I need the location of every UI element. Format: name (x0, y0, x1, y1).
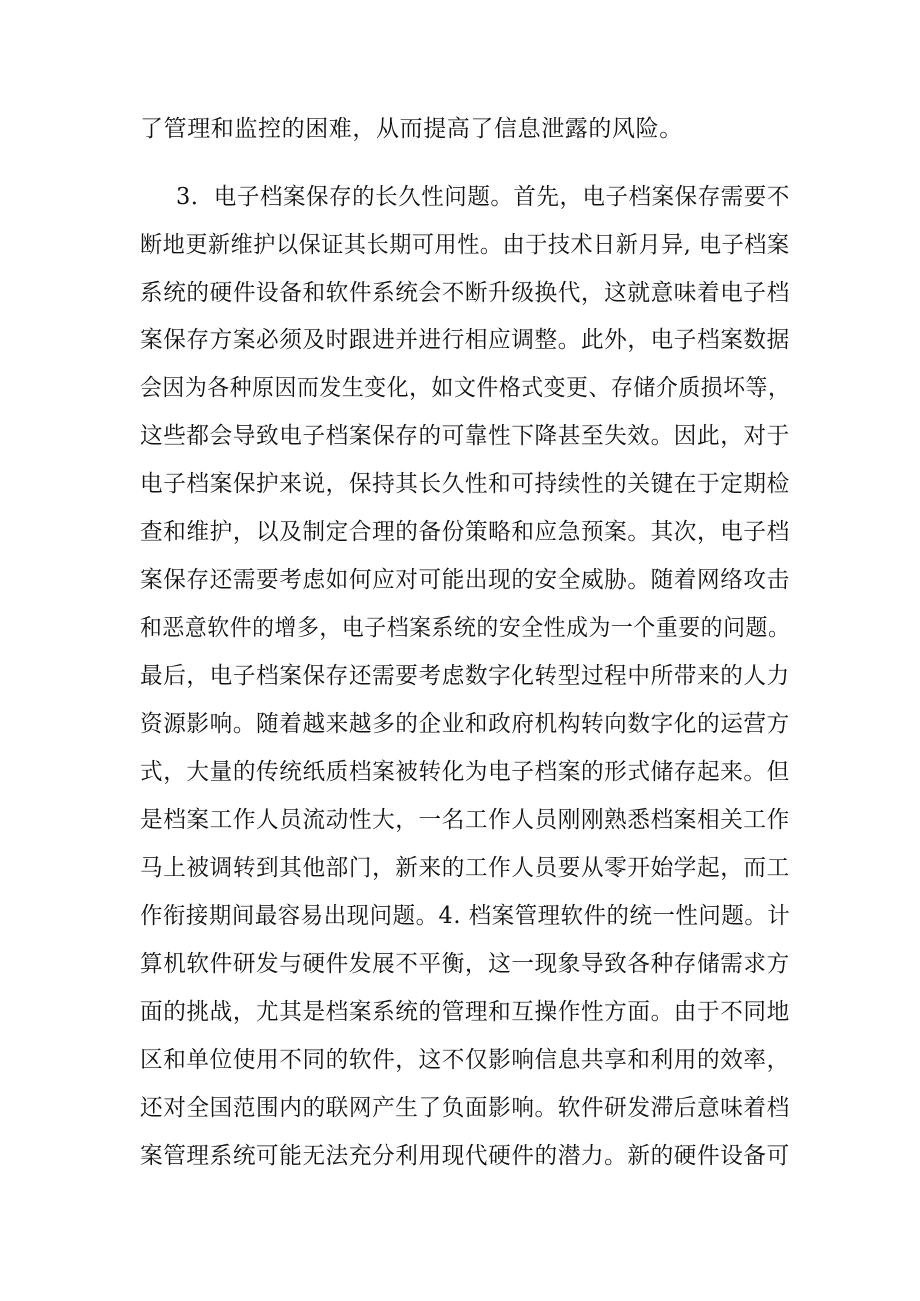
text-line: 是档案工作人员流动性大，一名工作人员刚刚熟悉档案相关工作 (140, 807, 790, 833)
text-line: 查和维护，以及制定合理的备份策略和应急预案。其次，电子档 (140, 519, 790, 545)
text-line: 面的挑战，尤其是档案系统的管理和互操作性方面。由于不同地 (140, 999, 790, 1025)
text-line: 式，大量的传统纸质档案被转化为电子档案的形式储存起来。但 (140, 759, 790, 785)
text-line: 案保存方案必须及时跟进并进行相应调整。此外，电子档案数据 (140, 327, 790, 353)
text-line: 还对全国范围内的联网产生了负面影响。软件研发滞后意味着档 (140, 1095, 790, 1121)
text-line: 3．电子档案保存的长久性问题。首先，电子档案保存需要不 (176, 184, 790, 210)
text-line: 这些都会导致电子档案保存的可靠性下降甚至失效。因此，对于 (140, 423, 790, 449)
text-line: 了管理和监控的困难，从而提高了信息泄露的风险。 (140, 116, 683, 142)
text-line: 最后，电子档案保存还需要考虑数字化转型过程中所带来的人力 (140, 663, 790, 689)
text-line: 马上被调转到其他部门，新来的工作人员要从零开始学起，而工 (140, 855, 790, 881)
text-line: 案保存还需要考虑如何应对可能出现的安全威胁。随着网络攻击 (140, 567, 790, 593)
text-line: 和恶意软件的增多，电子档案系统的安全性成为一个重要的问题。 (140, 615, 791, 641)
text-line: 电子档案保护来说，保持其长久性和可持续性的关键在于定期检 (140, 471, 790, 497)
text-line: 作衔接期间最容易出现问题。4. 档案管理软件的统一性问题。计 (140, 903, 791, 929)
text-line: 区和单位使用不同的软件，这不仅影响信息共享和利用的效率， (140, 1047, 790, 1073)
text-line: 资源影响。随着越来越多的企业和政府机构转向数字化的运营方 (140, 711, 790, 737)
text-line: 断地更新维护以保证其长期可用性。由于技术日新月异, 电子档案 (140, 232, 790, 258)
text-line: 案管理系统可能无法充分利用现代硬件的潜力。新的硬件设备可 (140, 1143, 790, 1169)
text-line: 系统的硬件设备和软件系统会不断升级换代，这就意味着电子档 (140, 280, 790, 306)
text-line: 算机软件研发与硬件发展不平衡，这一现象导致各种存储需求方 (140, 951, 790, 977)
text-line: 会因为各种原因而发生变化，如文件格式变更、存储介质损坏等， (140, 375, 791, 401)
